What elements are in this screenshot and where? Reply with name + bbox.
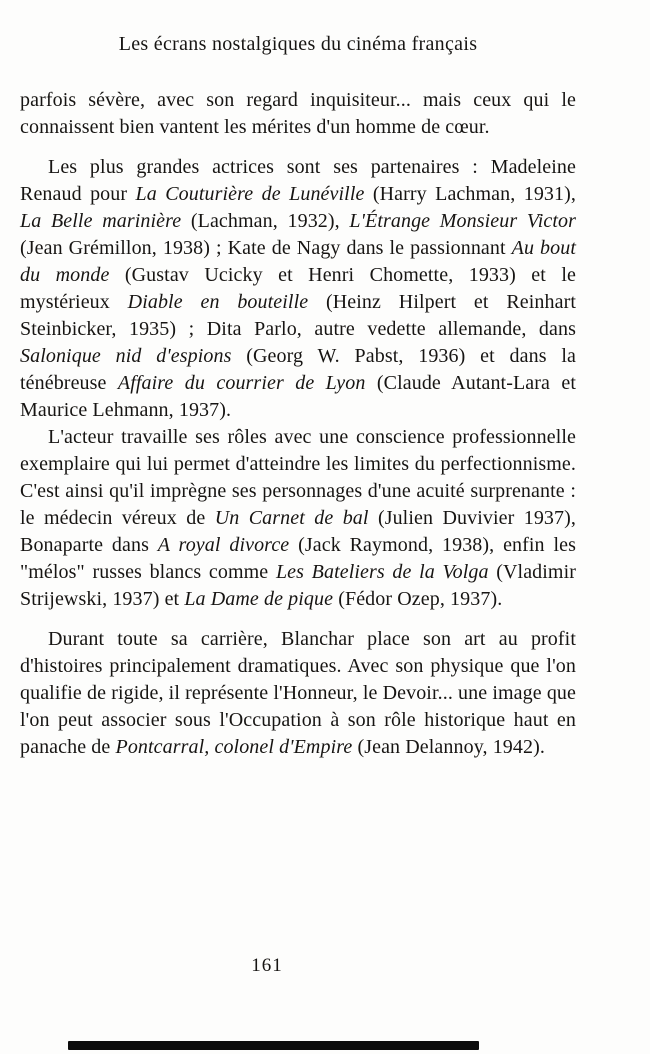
text-run: parfois sévère, avec son regard inquisiteur... mais ceux qui le connaissent bien vantent les mérites d'un homme de cœur. [20,89,576,138]
text-run: (Jack Raymond, 1938), enfin les "mélos" russes blancs comme [20,534,576,583]
paragraph [20,626,576,761]
film-title-italic: La Belle marinière [20,210,182,232]
film-title-italic: Au bout du monde [20,237,576,286]
text-run: (Heinz Hilpert et Reinhart Steinbicker, 1935) ; Dita Parlo, autre vedette allemande, dans [20,291,576,340]
film-title-italic: Pontcarral, colonel d'Empire [115,736,353,758]
film-title-italic: A royal divorce [157,534,290,556]
running-header: Les écrans nostalgiques du cinéma français [118,33,478,55]
text-run: (Jean Delannoy, 1942). [352,736,545,758]
film-title-italic: Salonique nid d'espions [20,345,232,367]
text-run: (Lachman, 1932), [181,210,350,232]
text-run: (Julien Duvivier 1937), Bonaparte dans [20,507,576,556]
film-title-italic: Un Carnet de bal [214,507,369,529]
text-run: Durant toute sa carrière, Blanchar place son art au profit d'histoires principalement dramatiques. Avec son physique que l'on qualifie de rigide, il représente l'Honneur, le Devoir... une image que l'on peut associer sous l'Occupation à son rôle historique haut en panache de [20,628,576,758]
film-title-italic: La Dame de pique [184,588,334,610]
film-title-italic: La Couturière de Lunéville [135,183,365,205]
text-run: (Jean Grémillon, 1938) ; Kate de Nagy dans le passionnant [20,237,512,259]
text-run: (Fédor Ozep, 1937). [333,588,503,610]
scan-edge-artifact [68,1041,479,1050]
text-run: L'acteur travaille ses rôles avec une conscience professionnelle exemplaire qui lui permet d'atteindre les limites du perfectionnisme. C'est ainsi qu'il imprègne ses personnages d'une acuité surprenante : le médecin véreux de [20,426,576,529]
film-title-italic: Diable en bouteille [127,291,309,313]
film-title-italic: L'Étrange Monsieur Victor [349,210,576,232]
text-run: (Gustav Ucicky et Henri Chomette, 1933) et le mystérieux [20,264,576,313]
paragraph [20,424,576,613]
film-title-italic: Les Bateliers de la Volga [275,561,489,583]
text-run: (Georg W. Pabst, 1936) et dans la ténébreuse [20,345,577,394]
page-number: 161 [251,955,283,976]
paragraph [20,154,576,424]
text-run: (Vladimir Strijewski, 1937) et [20,561,577,610]
film-title-italic: Affaire du courrier de Lyon [117,372,366,394]
body-text [20,87,576,761]
text-run: Les plus grandes actrices sont ses partenaires : Madeleine Renaud pour [20,156,576,205]
paragraph [20,87,576,141]
text-run: (Harry Lachman, 1931), [364,183,576,205]
text-run: (Claude Autant-Lara et Maurice Lehmann, 1937). [20,372,577,421]
